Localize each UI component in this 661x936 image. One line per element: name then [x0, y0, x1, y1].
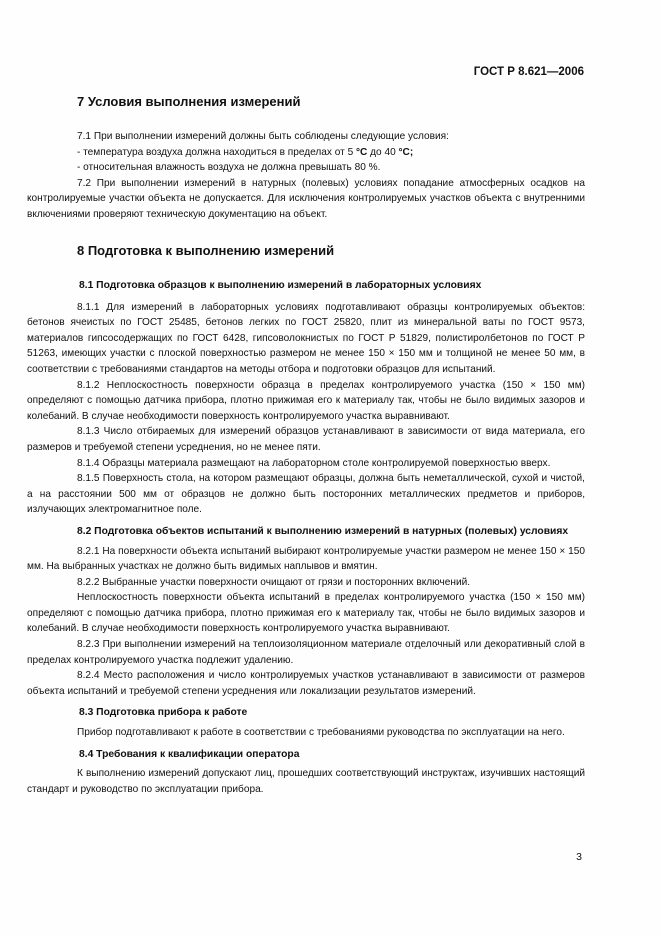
subsection-8-4-title: 8.4 Требования к квалификации оператора	[79, 748, 300, 760]
condition-temperature	[75, 145, 585, 161]
paragraph-8-3: Прибор подготавливают к работе в соответствии с требованиями руководства по эксплуатации на него.	[77, 727, 565, 739]
paragraph-8-2-2-continued: Неплоскостность поверхности объекта испытаний в пределах контролируемого участка (150 × 150 мм) определяют с помощью датчика прибора, плотно прижимая его к материалу так, чтобы не было видимых зазоров и колебаний. В случае необходимости поверхность контролируемого участка выравнивают.	[27, 592, 585, 635]
section-7-body	[27, 129, 585, 223]
paragraph-8-1-1: 8.1.1 Для измерений в лабораторных условиях подготавливают образцы контролируемых объектов: бетонов ячеистых по ГОСТ 25485, бетонов легких по ГОСТ 25820, плит из минеральной ваты по ГОСТ 9573, материалов гипсосодержащих по ГОСТ 6428, гипсоволокнистых по ГОСТ Р 51829, полистиролбетонов по ГОСТ Р 51263, имеющих участки с плоской поверхностью размером не менее 150 × 150 мм и толщиной не менее 50 мм, в соответствии с требованиями стандартов на методы отбора и подготовки образцов для испытаний.	[27, 301, 585, 375]
paragraph-8-1-3: 8.1.3 Число отбираемых для измерений образцов устанавливают в зависимости от вида материала, его размеров и требуемой степени усреднения, но не менее пяти.	[27, 426, 585, 453]
temp-text-e: ;	[409, 146, 414, 158]
temp-text-c: до 40	[367, 146, 399, 158]
subsection-8-2-title: 8.2 Подготовка объектов испытаний к выполнению измерений в натурных (полевых) условиях	[77, 525, 569, 537]
paragraph-7-1: 7.1 При выполнении измерений должны быть соблюдены следующие условия:	[77, 131, 449, 142]
paragraph-8-2-2: 8.2.2 Выбранные участки поверхности очищают от грязи и посторонних включений.	[77, 576, 471, 588]
paragraph-7-2: 7.2 При выполнении измерений в натурных (полевых) условиях попадание атмосферных осадков на контролируемые участки объекта не допускается. Для исключения контролируемых участков объекта с внутренними включениями проверяют техническую документацию на объект.	[27, 177, 585, 220]
paragraph-8-1-5: 8.1.5 Поверхность стола, на котором размещают образцы, должна быть неметаллической, сухой и чистой, а на расстоянии 500 мм от образцов не должно быть посторонних металлических предметов и приборов, излучающих электромагнитное поле.	[27, 473, 585, 516]
temp-unit-2: °С	[398, 146, 410, 158]
subsection-8-1-title: 8.1 Подготовка образцов к выполнению измерений в лабораторных условиях	[79, 280, 482, 291]
section-8-title: 8 Подготовка к выполнению измерений	[77, 243, 335, 258]
section-7-title: 7 Условия выполнения измерений	[77, 94, 301, 109]
paragraph-8-1-2: 8.1.2 Неплоскостность поверхности образца в пределах контролируемого участка (150 × 150 мм) определяют с помощью датчика прибора, плотно прижимая его к материалу так, чтобы не было видимых зазоров и колебаний. В случае необходимости поверхность контролируемого участка выравнивают.	[27, 379, 585, 422]
paragraph-8-2-1: 8.2.1 На поверхности объекта испытаний выбирают контролируемые участки размером не менее 150 × 150 мм. На выбранных участках не должно быть видимых наплывов и вмятин.	[27, 545, 585, 573]
document-id: ГОСТ Р 8.621—2006	[473, 66, 584, 78]
paragraph-8-2-3: 8.2.3 При выполнении измерений на теплоизоляционном материале отделочный или декоративный слой в пределах контролируемого участка подлежит удалению.	[27, 639, 585, 666]
temp-text-a: - температура воздуха должна находиться в пределах от 5	[77, 146, 357, 158]
paragraph-8-2-4: 8.2.4 Место расположения и число контролируемых участков устанавливают в зависимости от размеров объекта испытаний и требуемой степени усреднения или локализации результатов измерений.	[27, 670, 585, 697]
paragraph-8-1-4: 8.1.4 Образцы материала размещают на лабораторном столе контролируемой поверхностью вверх.	[77, 457, 551, 469]
paragraph-8-4: К выполнению измерений допускают лиц, прошедших соответствующий инструктаж, изучивших настоящий стандарт и руководство по эксплуатации прибора.	[27, 768, 585, 795]
condition-humidity: - относительная влажность воздуха не должна превышать 80 %.	[77, 162, 381, 174]
section-8-body	[27, 278, 585, 797]
page-number: 3	[576, 851, 582, 863]
temp-unit-1: °С	[356, 146, 368, 158]
subsection-8-3-title: 8.3 Подготовка прибора к работе	[79, 707, 248, 719]
